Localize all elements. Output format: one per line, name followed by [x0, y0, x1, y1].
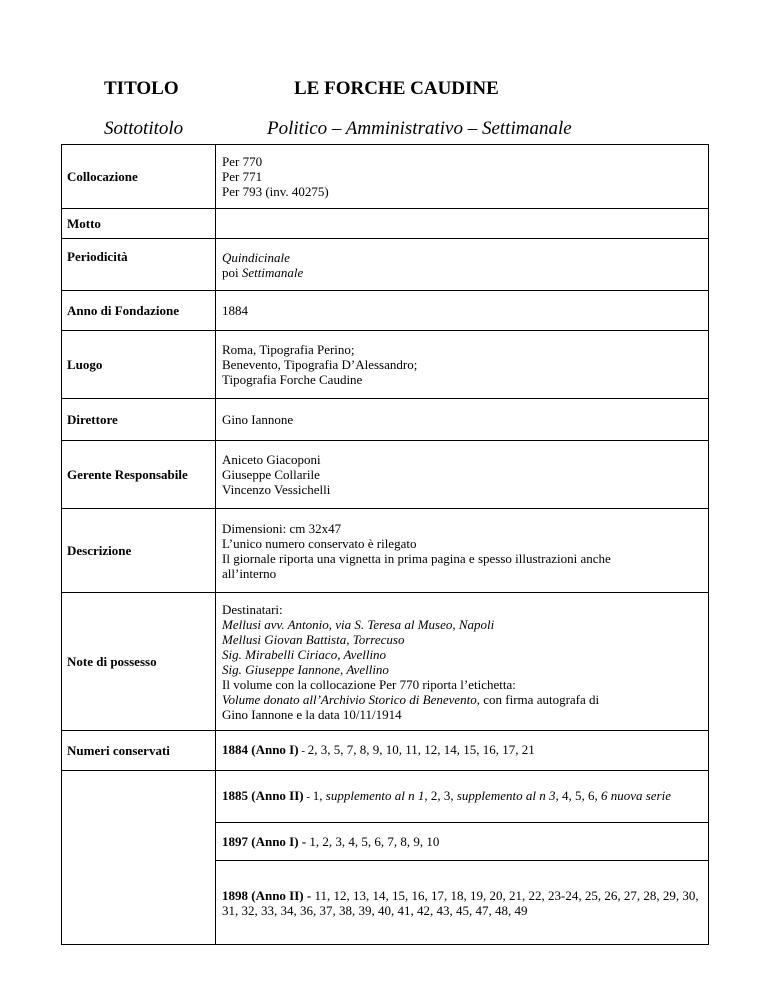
row-note	[62, 593, 709, 731]
gerente-line: Aniceto Giacoponi	[222, 452, 321, 467]
gerente-line: Giuseppe Collarile	[222, 467, 320, 482]
numbers-1885: , 4, 5, 6,	[555, 788, 601, 803]
catalog-table	[61, 144, 709, 945]
value-descrizione	[216, 509, 709, 593]
label-gerente: Gerente Responsabile	[62, 441, 216, 509]
title-value: LE FORCHE CAUDINE	[294, 78, 499, 99]
value-anno: 1884	[216, 291, 709, 331]
periodicita-prefix: poi	[222, 264, 242, 280]
label-note: Note di possesso	[62, 593, 216, 731]
label-descrizione: Descrizione	[62, 509, 216, 593]
year-1898: 1898 (Anno II) -	[222, 887, 315, 903]
descrizione-line: L’unico numero conservato è rilegato	[222, 535, 417, 551]
collocazione-line: Per 793 (inv. 40275)	[222, 184, 329, 199]
luogo-line: Tipografia Forche Caudine	[222, 372, 363, 387]
value-luogo	[216, 331, 709, 399]
row-descrizione	[62, 509, 709, 593]
label-motto: Motto	[62, 209, 216, 239]
value-numeri-1884	[216, 731, 709, 771]
descrizione-line: all’interno	[222, 565, 277, 581]
label-direttore: Direttore	[62, 399, 216, 441]
year-1885: 1885 (Anno II)	[222, 788, 304, 803]
label-luogo: Luogo	[62, 331, 216, 399]
row-numeri-1898	[62, 861, 709, 945]
note-line: Destinatari:	[222, 601, 283, 617]
label-numeri: Numeri conservati	[62, 731, 216, 771]
value-numeri-1898	[216, 861, 709, 945]
value-numeri-1885	[216, 771, 709, 823]
row-luogo	[62, 331, 709, 399]
label-collocazione: Collocazione	[62, 145, 216, 209]
numbers-1885: 1,	[312, 788, 326, 803]
gerente-line: Vincenzo Vessichelli	[222, 482, 331, 497]
year-separator: -	[303, 791, 313, 803]
value-note	[216, 593, 709, 731]
numbers-1898: 11, 12, 13, 14, 15, 16, 17, 18, 19, 20, 21, 22, 23-24, 25, 26, 27, 28, 29, 30, 31, 32, 33, 34, 36, 37, 38, 39, 40, 41, 42, 43, 45, 47, 48, 49	[222, 887, 699, 918]
collocazione-line: Per 771	[222, 169, 263, 184]
luogo-line: Benevento, Tipografia D’Alessandro;	[222, 357, 418, 372]
value-direttore: Gino Iannone	[216, 399, 709, 441]
year-separator: -	[298, 745, 308, 757]
title-label: TITOLO	[104, 78, 179, 99]
label-spacer	[62, 861, 216, 945]
row-gerente	[62, 441, 709, 509]
subtitle-label: Sottotitolo	[104, 118, 184, 139]
periodicita-quindicinale: Quindicinale	[222, 249, 290, 265]
row-motto	[62, 209, 709, 239]
periodicita-settimanale: Settimanale	[241, 264, 304, 280]
value-numeri-1897	[216, 823, 709, 861]
row-periodicita	[62, 239, 709, 291]
row-numeri-1885	[62, 771, 709, 823]
descrizione-line: Il giornale riporta una vignetta in prima pagina e spesso illustrazioni anche	[222, 550, 611, 566]
row-collocazione	[62, 145, 709, 209]
subtitle-value: Politico – Amministrativo – Settimanale	[267, 118, 572, 139]
note-line: Il volume con la collocazione Per 770 riporta l’etichetta:	[222, 676, 516, 692]
descrizione-line: Dimensioni: cm 32x47	[222, 520, 342, 536]
value-gerente	[216, 441, 709, 509]
note-recipient: Sig. Mirabelli Ciriaco, Avellino	[222, 646, 387, 662]
value-periodicita	[216, 239, 709, 291]
year-1884: 1884 (Anno I)	[222, 742, 299, 757]
value-collocazione	[216, 145, 709, 209]
label-periodicita: Periodicità	[62, 239, 216, 291]
note-label-italic: Volume donato all’Archivio Storico di Benevento	[222, 691, 477, 707]
label-anno: Anno di Fondazione	[62, 291, 216, 331]
label-spacer	[62, 771, 216, 823]
label-spacer	[62, 823, 216, 861]
note-recipient: Mellusi avv. Antonio, via S. Teresa al Museo, Napoli	[222, 616, 495, 632]
numbers-1885: , 2, 3,	[424, 788, 457, 803]
luogo-line: Roma, Tipografia Perino;	[222, 342, 355, 357]
numbers-1884: 2, 3, 5, 7, 8, 9, 10, 11, 12, 14, 15, 16, 17, 21	[307, 742, 535, 757]
supplement-3: supplemento al n 3	[456, 788, 556, 803]
row-direttore	[62, 399, 709, 441]
new-series: 6 nuova serie	[600, 788, 671, 803]
collocazione-line: Per 770	[222, 154, 263, 169]
numbers-1897: 1, 2, 3, 4, 5, 6, 7, 8, 9, 10	[309, 834, 440, 849]
supplement-1: supplemento al n 1	[325, 788, 425, 803]
note-line: Gino Iannone e la data 10/11/1914	[222, 706, 402, 722]
row-anno	[62, 291, 709, 331]
year-1897: 1897 (Anno I) -	[222, 834, 310, 849]
note-recipient: Mellusi Giovan Battista, Torrecuso	[222, 631, 405, 647]
note-recipient: Sig. Giuseppe Iannone, Avellino	[222, 661, 389, 677]
row-numeri-1897	[62, 823, 709, 861]
value-motto	[216, 209, 709, 239]
note-line-rest: , con firma autografa di	[476, 691, 600, 707]
row-numeri-1884	[62, 731, 709, 771]
